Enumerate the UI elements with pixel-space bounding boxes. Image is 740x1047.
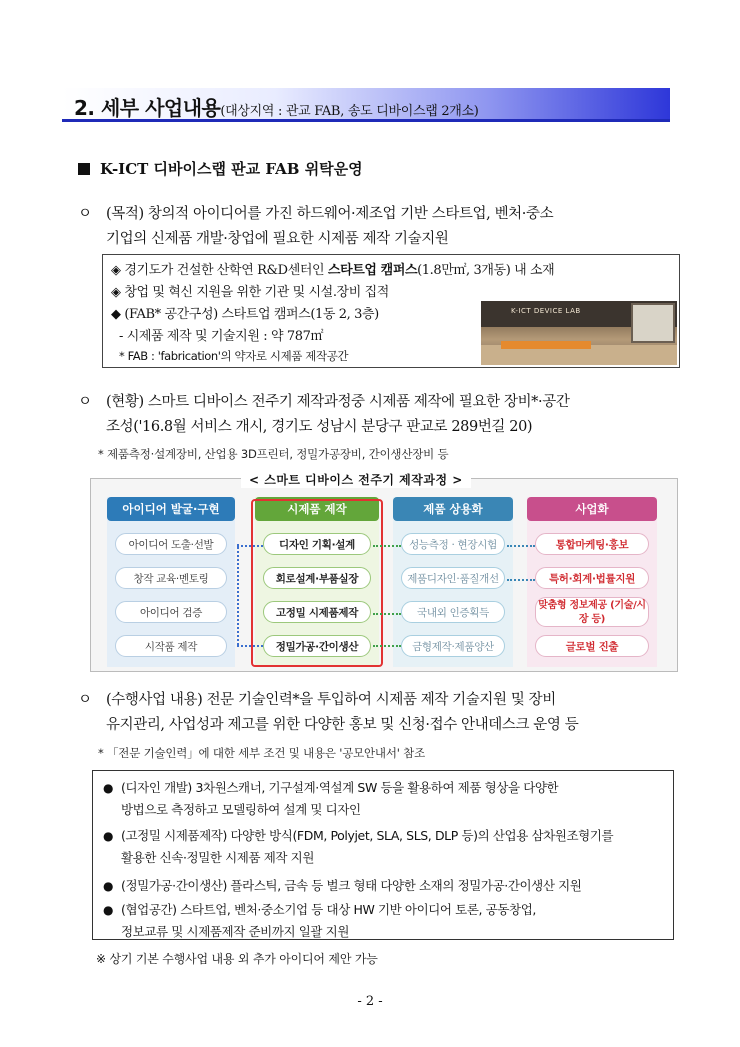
- page-number: - 2 -: [357, 994, 383, 1009]
- process-step: 고정밀 시제품제작: [263, 601, 371, 623]
- device-lab-photo-sign: K-ICT DEVICE LAB: [511, 307, 581, 315]
- process-step: 회로설계·부품실장: [263, 567, 371, 589]
- process-step: 글로벌 진출: [535, 635, 649, 657]
- connector-line: [237, 545, 263, 547]
- column-head: 제품 상용화: [393, 497, 513, 521]
- service-item: ● (디자인 개발) 3차원스캐너, 기구설계·역설계 SW 등을 활용하여 제품 형상을 다양한 방법으로 측정하고 모델링하여 설계 및 디자인: [103, 777, 558, 821]
- process-step: 제품디자인·품질개선: [401, 567, 505, 589]
- campus-info-box: [102, 254, 680, 368]
- column-head: 사업화: [527, 497, 657, 521]
- purpose-line-2: 기업의 신제품 개발·창업에 필요한 시제품 제작 기술지원: [106, 231, 449, 247]
- process-step: 국내외 인증획득: [401, 601, 505, 623]
- tasks-line-2: 유지관리, 사업성과 제고를 위한 다양한 홍보 및 신청·접수 안내데스크 운영 등: [106, 717, 579, 733]
- service-detail-box: [92, 770, 674, 940]
- bullet-dot-icon: ●: [103, 903, 114, 917]
- process-step: 아이디어 검증: [115, 601, 227, 623]
- device-lab-photo: [481, 301, 677, 365]
- campus-info-row-4: - 시제품 제작 및 기술지원 : 약 787㎡: [119, 329, 324, 344]
- status-line-2: 조성('16.8월 서비스 개시, 경기도 성남시 분당구 판교로 289번길 20): [106, 419, 533, 435]
- process-step: 맞춤형 정보제공 (기술/시장 등): [535, 597, 649, 627]
- process-step: 창작 교육·멘토링: [115, 567, 227, 589]
- tasks-paragraph: [78, 688, 678, 738]
- process-step: 아이디어 도출·선발: [115, 533, 227, 555]
- service-item: ● (고정밀 시제품제작) 다양한 방식(FDM, Polyjet, SLA, SLS, DLP 등)의 산업용 삼차원조형기를 활용한 신속·정밀한 시제품 제작 지원: [103, 825, 613, 869]
- column-head: 시제품 제작: [255, 497, 379, 521]
- circle-bullet-icon: ㅇ: [78, 692, 93, 708]
- square-bullet-icon: [78, 163, 90, 175]
- diagram-column-business: [527, 497, 657, 667]
- diagram-column-idea: [107, 497, 235, 667]
- process-step: 금형제작·제품양산: [401, 635, 505, 657]
- status-line-1: (현황) 스마트 디바이스 전주기 제작과정중 시제품 제작에 필요한 장비*·공간: [106, 394, 570, 410]
- service-item: ● (협업공간) 스타트업, 벤처·중소기업 등 대상 HW 기반 아이디어 토론, 공동창업, 정보교류 및 시제품제작 준비까지 일괄 지원: [103, 899, 536, 943]
- purpose-line-1: (목적) 창의적 아이디어를 가진 하드웨어·제조업 기반 스타트업, 벤처·중소: [106, 206, 554, 222]
- purpose-paragraph: [78, 202, 678, 252]
- bullet-dot-icon: ●: [103, 781, 114, 795]
- subsection-heading-text: K-ICT 디바이스랩 판교 FAB 위탁운영: [100, 160, 363, 178]
- process-step: 성능측정 · 현장시험: [401, 533, 505, 555]
- bullet-dot-icon: ●: [103, 829, 114, 843]
- process-step: 통합마케팅·홍보: [535, 533, 649, 555]
- campus-info-row-1: ◈ 경기도가 건설한 산학연 R&D센터인 스타트업 캠퍼스(1.8만㎡, 3개동) 내 소재: [111, 263, 555, 278]
- section-number-title: 2. 세부 사업내용: [74, 96, 221, 120]
- process-step: 특허·회계·법률지원: [535, 567, 649, 589]
- connector-line: [373, 545, 401, 547]
- campus-info-row-5: * FAB : 'fabrication'의 약자로 시제품 제작공간: [119, 349, 349, 363]
- prototype-highlight-frame: [251, 499, 383, 667]
- subsection-heading: [78, 158, 363, 179]
- circle-bullet-icon: ㅇ: [78, 206, 93, 222]
- diagram-column-commercialization: [393, 497, 513, 667]
- process-step: 시작품 제작: [115, 635, 227, 657]
- footnote: ※ 상기 기본 수행사업 내용 외 추가 아이디어 제안 가능: [96, 952, 378, 966]
- connector-line: [507, 579, 535, 581]
- connector-line: [373, 613, 401, 615]
- tasks-line-1: (수행사업 내용) 전문 기술인력*을 투입하여 시제품 제작 기술지원 및 장비: [106, 692, 556, 708]
- connector-line: [237, 645, 263, 647]
- expert-note: * 「전문 기술인력」에 대한 세부 조건 및 내용은 '공모안내서' 참조: [98, 746, 425, 760]
- status-paragraph: [78, 390, 678, 440]
- equipment-note: * 제품측정·설계장비, 산업용 3D프린터, 정밀가공장비, 간이생산장비 등: [98, 447, 449, 461]
- campus-info-row-2: ◈ 창업 및 혁신 지원을 위한 기관 및 시설.장비 집적: [111, 285, 389, 300]
- process-step: 디자인 기획·설계: [263, 533, 371, 555]
- column-head: 아이디어 발굴·구현: [107, 497, 235, 521]
- diagram-title: < 스마트 디바이스 전주기 제작과정 >: [241, 471, 471, 488]
- campus-info-row-3: ◆ (FAB* 공간구성) 스타트업 캠퍼스(1동 2, 3층): [111, 307, 379, 322]
- process-diagram: [90, 473, 678, 672]
- service-item: ● (정밀가공·간이생산) 플라스틱, 금속 등 벌크 형태 다양한 소재의 정밀가공·간이생산 지원: [103, 875, 581, 897]
- connector-line: [373, 645, 401, 647]
- circle-bullet-icon: ㅇ: [78, 394, 93, 410]
- process-step: 정밀가공·간이생산: [263, 635, 371, 657]
- section-title: [74, 92, 479, 121]
- bullet-dot-icon: ●: [103, 879, 114, 893]
- connector-line: [507, 545, 535, 547]
- connector-line: [237, 544, 239, 645]
- section-subtitle: (대상지역 : 관교 FAB, 송도 디바이스랩 2개소): [220, 104, 479, 119]
